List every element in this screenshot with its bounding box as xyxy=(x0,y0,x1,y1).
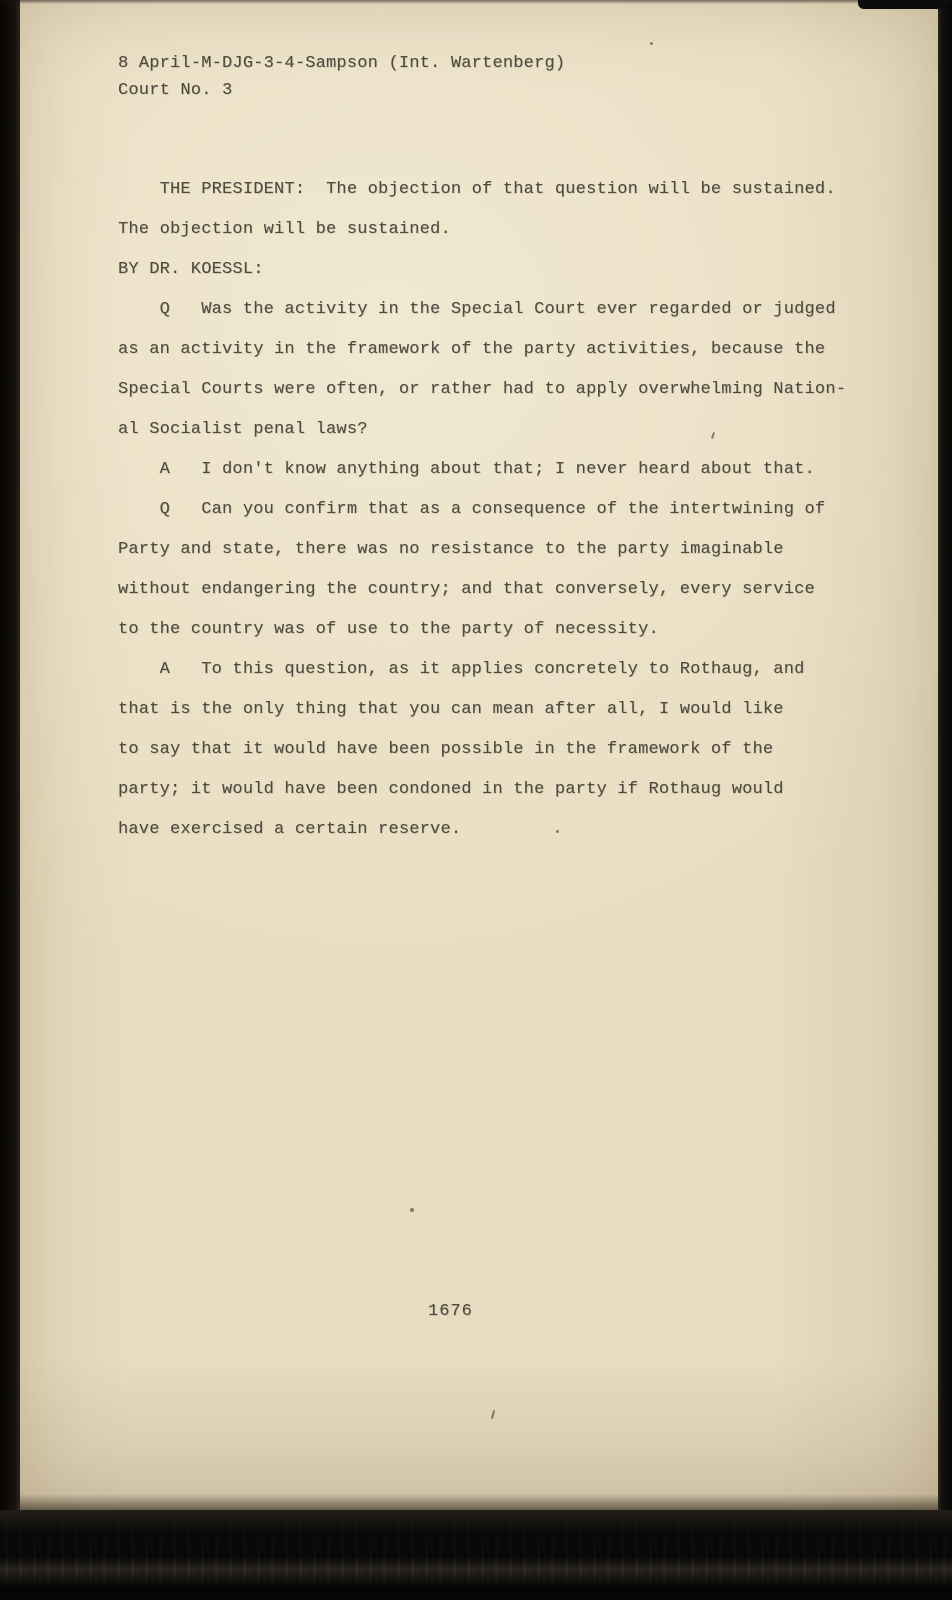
transcript-line: The objection will be sustained. xyxy=(118,220,451,239)
paper-bottom-shadow xyxy=(0,1494,952,1510)
scan-corner-mark xyxy=(858,0,944,9)
transcript-line: A I don't know anything about that; I never heard about that. xyxy=(118,460,815,479)
transcript-line: Party and state, there was no resistance to the party imaginable xyxy=(118,540,784,559)
page-number: 1676 xyxy=(428,1302,473,1321)
transcript-line: Q Can you confirm that as a consequence of the intertwining of xyxy=(118,500,826,519)
transcript-line: Q Was the activity in the Special Court ever regarded or judged xyxy=(118,300,836,319)
transcript-body xyxy=(118,170,888,850)
transcript-line: without endangering the country; and that conversely, every service xyxy=(118,580,815,599)
transcript-line: A To this question, as it applies concretely to Rothaug, and xyxy=(118,660,805,679)
scan-edge-left xyxy=(0,0,20,1600)
transcript-line: THE PRESIDENT: The objection of that question will be sustained. xyxy=(118,180,836,199)
transcript-line: party; it would have been condoned in the party if Rothaug would xyxy=(118,780,784,799)
transcript-line: BY DR. KOESSL: xyxy=(118,260,264,279)
transcript-line: as an activity in the framework of the party activities, because the xyxy=(118,340,826,359)
scan-edge-right xyxy=(938,0,952,1600)
transcript-line: to say that it would have been possible in the framework of the xyxy=(118,740,774,759)
transcript-line: to the country was of use to the party of necessity. xyxy=(118,620,659,639)
ink-speck xyxy=(650,42,653,45)
ink-speck xyxy=(491,1410,495,1419)
scan-edge-top xyxy=(0,0,952,4)
transcript-line: Special Courts were often, or rather had to apply overwhelming Nation- xyxy=(118,380,847,399)
scan-edge-bottom xyxy=(0,1510,952,1600)
document-header xyxy=(118,50,565,104)
ink-speck xyxy=(410,1208,414,1212)
header-reference-line: 8 April-M-DJG-3-4-Sampson (Int. Wartenberg) xyxy=(118,54,566,73)
transcript-line: have exercised a certain reserve. xyxy=(118,820,462,839)
transcript-line: that is the only thing that you can mean after all, I would like xyxy=(118,700,784,719)
header-court-number: Court No. 3 xyxy=(118,81,233,100)
paper-sheet xyxy=(20,0,938,1510)
ink-speck xyxy=(556,830,559,833)
transcript-line: al Socialist penal laws? xyxy=(118,420,368,439)
